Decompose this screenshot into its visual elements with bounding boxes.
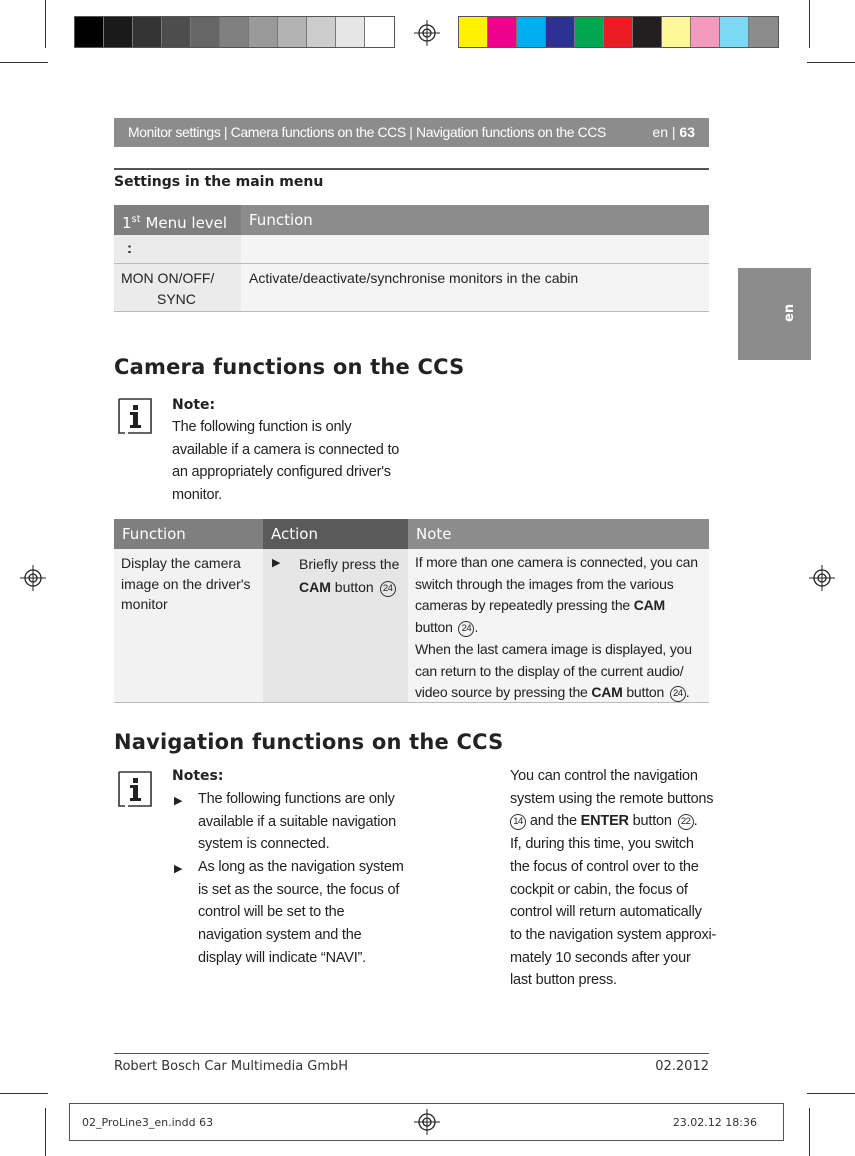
color-swatch [459, 17, 488, 47]
camera-function-cell: Display the camera image on the driver's monitor [121, 555, 251, 612]
section-title: Monitor settings | Camera functions on the CCS | Navigation functions on the CCS [128, 124, 606, 140]
crop-mark [809, 0, 810, 48]
menu-level-cell: MON ON/OFF/ SYNC [121, 270, 215, 307]
registration-mark-icon [414, 20, 440, 46]
camera-action-cell: Briefly press the CAM button 24 [299, 556, 400, 595]
page-number: en | 63 [652, 124, 695, 140]
crop-mark [807, 1093, 855, 1094]
color-swatch [488, 17, 517, 47]
language-tab: en [738, 268, 811, 360]
info-icon [118, 771, 152, 807]
slug-filename: 02_ProLine3_en.indd 63 [82, 1116, 214, 1129]
registration-mark-icon [20, 565, 46, 591]
footer-company: Robert Bosch Car Multimedia GmbH [114, 1059, 349, 1074]
grayscale-color-bar [74, 16, 395, 48]
navigation-bullet-2: As long as the navigation system is set as the source, the focus of control will be set to the navigation system and the display will indicate “NAVI”. [198, 859, 404, 966]
process-color-bar [458, 16, 779, 48]
registration-mark-icon [809, 565, 835, 591]
crop-mark [45, 0, 46, 48]
print-slug [69, 1103, 784, 1141]
color-swatch [365, 17, 394, 47]
color-swatch [133, 17, 162, 47]
color-swatch [191, 17, 220, 47]
color-swatch [604, 17, 633, 47]
ref-number: 22 [678, 814, 694, 830]
footer-date: 02.2012 [655, 1059, 709, 1074]
color-swatch [336, 17, 365, 47]
camera-note-cell: If more than one camera is connected, you can switch through the images from the various cameras by repeatedly pressing the CAM button 24 . When the last camera image is displayed, you can return to the display of the current audio/ video source by pressing the CAM button 24 . [415, 554, 698, 701]
color-swatch [517, 17, 546, 47]
color-swatch [278, 17, 307, 47]
color-swatch [162, 17, 191, 47]
camera-note-text: The following function is only available if a camera is connected to an appropriately configured driver's monitor. [172, 419, 400, 504]
color-swatch [307, 17, 336, 47]
function-cell: Activate/deactivate/synchronise monitors in the cabin [249, 270, 579, 286]
color-swatch [75, 17, 104, 47]
color-swatch [633, 17, 662, 47]
color-swatch [220, 17, 249, 47]
navigation-heading: Navigation functions on the CCS [114, 730, 504, 754]
notes-label: Notes: [172, 768, 224, 784]
color-swatch [720, 17, 749, 47]
color-swatch [546, 17, 575, 47]
color-swatch [749, 17, 778, 47]
ellipsis-marker: : [127, 240, 132, 257]
color-swatch [691, 17, 720, 47]
table-row [241, 235, 709, 264]
table-row [114, 235, 241, 264]
table-header-menu-level: 1st Menu level [114, 205, 241, 235]
bullet-arrow-icon: ▶ [272, 557, 281, 569]
divider [114, 1053, 709, 1054]
crop-mark [0, 1093, 48, 1094]
crop-mark [0, 62, 48, 63]
table-header-function: Function [241, 205, 709, 235]
settings-heading: Settings in the main menu [114, 174, 324, 190]
table-header-function: Function [114, 519, 263, 549]
info-icon [118, 398, 152, 434]
ref-number: 24 [380, 581, 396, 597]
note-label: Note: [172, 397, 216, 413]
bullet-arrow-icon: ▶ [174, 795, 183, 807]
navigation-description: You can control the navigation system using the remote buttons 14 and the ENTER button 22 . If, during this time, you switch the focus of control over to the cockpit or cabin, the focus of control will return automatically to the navigation system approxi- mately 10 seconds after your last button press. [510, 768, 717, 989]
ref-number: 14 [510, 814, 526, 830]
camera-heading: Camera functions on the CCS [114, 355, 465, 379]
crop-mark [45, 1108, 46, 1156]
color-swatch [104, 17, 133, 47]
crop-mark [807, 62, 855, 63]
table-header-note: Note [408, 519, 709, 549]
color-swatch [662, 17, 691, 47]
table-header-action: Action [263, 519, 408, 549]
slug-datetime: 23.02.12 18:36 [672, 1116, 757, 1129]
running-header [114, 118, 709, 147]
ref-number: 24 [458, 621, 474, 637]
crop-mark [809, 1108, 810, 1156]
bullet-arrow-icon: ▶ [174, 863, 183, 875]
divider [114, 168, 709, 170]
navigation-bullet-1: The following functions are only available if a suitable navigation system is connected. [198, 791, 396, 853]
color-swatch [575, 17, 604, 47]
ref-number: 24 [670, 686, 686, 702]
color-swatch [249, 17, 278, 47]
